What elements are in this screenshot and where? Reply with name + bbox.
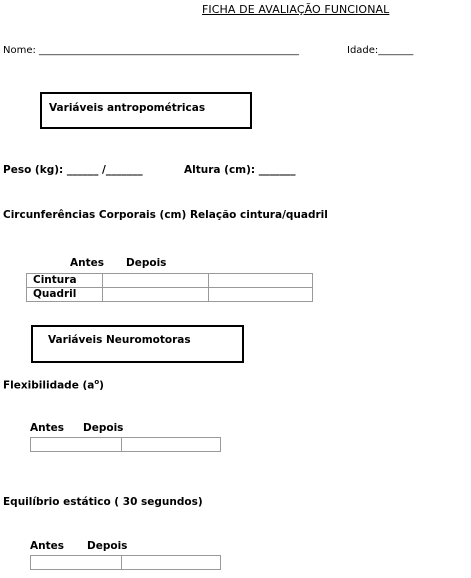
neuromotor-section-box (31, 325, 244, 363)
waist-before-cell[interactable] (103, 274, 209, 288)
age-label: Idade: (347, 45, 379, 56)
circumference-header-before: Antes (70, 257, 104, 269)
age-field[interactable] (347, 45, 413, 56)
circumference-header-after: Depois (126, 257, 167, 269)
table-row (27, 288, 313, 302)
balance-header-after: Depois (87, 540, 128, 552)
flexibility-header-before: Antes (30, 422, 64, 434)
balance-table (30, 555, 221, 570)
anthropometric-section-box (40, 92, 252, 129)
name-blank: ____________________________________________________ (39, 45, 300, 56)
table-row (31, 556, 221, 570)
weight-label: Peso (kg): (3, 164, 64, 176)
balance-header-before: Antes (30, 540, 64, 552)
table-row (31, 438, 221, 452)
hip-after-cell[interactable] (209, 288, 313, 302)
flexibility-label: Flexibilidade $(a^o)$ (3, 378, 104, 392)
waist-after-cell[interactable] (209, 274, 313, 288)
height-label: Altura (cm): (184, 164, 256, 176)
balance-after-cell[interactable] (122, 556, 221, 570)
weight-blank-1: ______ (66, 164, 99, 176)
height-field[interactable] (184, 164, 296, 176)
circumference-table (26, 273, 313, 302)
degree-symbol: o (94, 378, 100, 386)
flexibility-table (30, 437, 221, 452)
balance-label: Equilíbrio estático ( 30 segundos) (3, 496, 203, 508)
flexibility-header-after: Depois (83, 422, 124, 434)
row-label-waist: Cintura (27, 274, 103, 288)
height-blank: _______ (258, 164, 296, 176)
weight-blank-2: _______ (105, 164, 143, 176)
weight-field[interactable] (3, 164, 143, 176)
weight-separator: / (102, 164, 106, 176)
flexibility-after-cell[interactable] (122, 438, 221, 452)
form-title: FICHA DE AVALIAÇÃO FUNCIONAL (202, 3, 390, 16)
age-blank: _______ (378, 45, 414, 56)
name-field[interactable] (3, 45, 299, 56)
anthropometric-section-title: Variáveis antropométricas (49, 102, 206, 114)
flexibility-before-cell[interactable] (31, 438, 122, 452)
circumference-heading: Circunferências Corporais (cm) Relação cintura/quadril (3, 209, 328, 221)
row-label-hip: Quadril (27, 288, 103, 302)
hip-before-cell[interactable] (103, 288, 209, 302)
table-row (27, 274, 313, 288)
neuromotor-section-title: Variáveis Neuromotoras (48, 334, 191, 346)
balance-before-cell[interactable] (31, 556, 122, 570)
name-label: Nome: (3, 45, 40, 56)
